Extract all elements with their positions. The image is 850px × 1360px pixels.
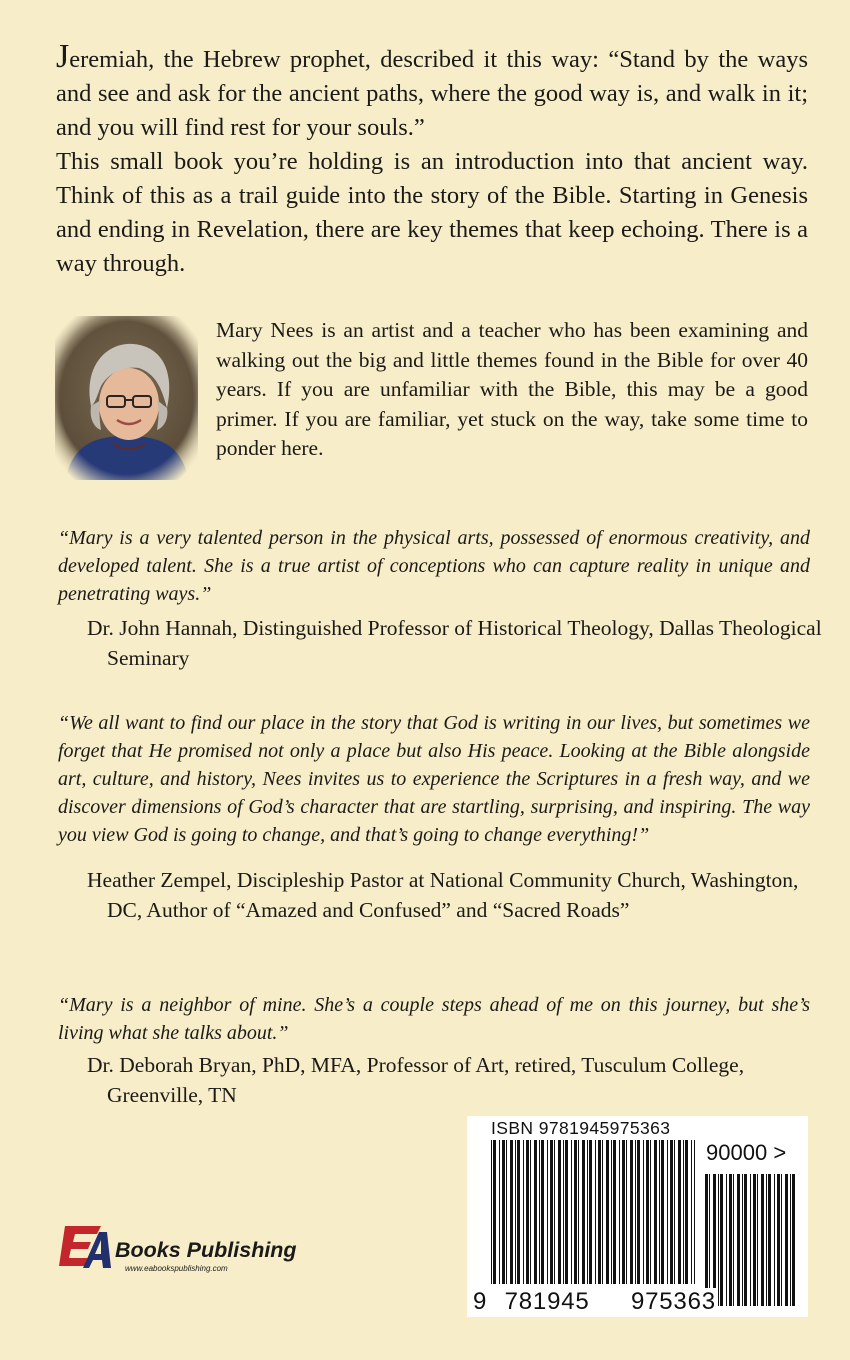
barcode-bar: [691, 1140, 692, 1284]
endorsement-quote-3: “Mary is a neighbor of mine. She’s a couple steps ahead of me on this journey, but she’s living what she talks about.”: [58, 994, 810, 1044]
barcode-bar: [571, 1140, 572, 1284]
barcode-digit-first: 9: [473, 1288, 488, 1315]
publisher-url: www.eabookspublishing.com: [125, 1264, 228, 1273]
barcode-bar: [726, 1174, 727, 1306]
barcode-bar: [526, 1140, 529, 1284]
barcode-bar: [502, 1140, 505, 1284]
barcode-bar: [750, 1174, 751, 1306]
barcode-digit-group-1: 781945: [504, 1288, 590, 1315]
barcode-bar: [785, 1174, 788, 1306]
barcode-bar: [558, 1140, 561, 1284]
barcode-bar: [499, 1140, 500, 1284]
endorsement-quote-2: “We all want to find our place in the story that God is writing in our lives, but sometimes we forget that He promised not only a place but also His peace. Looking at the Bible alongside art, culture, and history, Nees invites us to experience the Scriptures in a fresh way, and we discover dimensions of God’s character that are startling, surprising, and inspiring. The way you view God is going to change, and that’s going to change everything!”: [58, 712, 810, 846]
barcode-bar: [598, 1140, 601, 1284]
barcode-bar: [766, 1174, 767, 1306]
barcode-bar: [737, 1174, 740, 1306]
endorsement-quote-1: “Mary is a very talented person in the physical arts, possessed of enormous creativity, and developed talent. She is a true artist of conceptions who can capture reality in unique and penetrating ways.”: [58, 527, 810, 605]
intro-text: [56, 40, 808, 281]
barcode-bar: [781, 1174, 782, 1306]
barcode-bar: [643, 1140, 644, 1284]
barcode-bar: [650, 1140, 651, 1284]
barcode-bar: [523, 1140, 524, 1284]
publisher-logo: [59, 1222, 319, 1282]
barcode-bar: [506, 1140, 507, 1284]
barcode-bar: [792, 1174, 795, 1306]
isbn-barcode: [467, 1116, 808, 1317]
author-photo: [55, 316, 198, 480]
barcode-bar: [685, 1140, 688, 1284]
author-section: [55, 316, 808, 482]
isbn-label: ISBN 9781945975363: [491, 1118, 671, 1138]
barcode-bar: [626, 1140, 627, 1284]
barcode-bar: [718, 1174, 719, 1306]
barcode-bar: [774, 1174, 775, 1306]
barcode-bar: [637, 1140, 640, 1284]
barcode-bar: [674, 1140, 675, 1284]
barcode-bar: [753, 1174, 756, 1306]
barcode-bar: [705, 1174, 708, 1306]
author-bio: Mary Nees is an artist and a teacher who has been examining and walking out the big and little themes found in the Bible for over 40 years. If you are unfamiliar with the Bible, this may be a good primer. If you are familiar, yet stuck on the way, take some time to ponder here.: [216, 318, 808, 460]
barcode-bar: [683, 1140, 684, 1284]
barcode-bar: [554, 1140, 555, 1284]
barcode-bar: [661, 1140, 664, 1284]
barcode-bar: [635, 1140, 636, 1284]
barcode-bar: [619, 1140, 620, 1284]
intro-paragraph-1: Jeremiah, the Hebrew prophet, described it this way: “Stand by the ways and see and ask for the ancient paths, where the good way is, and walk in it; and you will find rest for your souls.”: [56, 38, 808, 141]
barcode-bar: [589, 1140, 592, 1284]
barcode-bar: [659, 1140, 660, 1284]
barcode-bar: [790, 1174, 791, 1306]
barcode-bar: [733, 1174, 734, 1306]
barcode-bar: [630, 1140, 633, 1284]
barcode-bar: [720, 1174, 723, 1306]
drop-cap: J: [56, 38, 70, 75]
barcode-bar: [694, 1140, 695, 1284]
barcode-bar: [678, 1140, 681, 1284]
barcode-bar: [667, 1140, 668, 1284]
barcode-bar: [587, 1140, 588, 1284]
barcode-bar: [493, 1140, 496, 1284]
barcode-bar: [510, 1140, 513, 1284]
barcode-bar: [654, 1140, 657, 1284]
barcode-bar: [530, 1140, 531, 1284]
barcode-bar: [550, 1140, 553, 1284]
publisher-name: Books Publishing: [115, 1238, 297, 1262]
barcode-bar: [777, 1174, 780, 1306]
barcode-bar: [606, 1140, 609, 1284]
barcode-bar: [534, 1140, 537, 1284]
intro-paragraph-2: This small book you’re holding is an introduction into that ancient way. Think of this as a trail guide into the story of the Bible. Starting in Genesis and ending in Revelation, there are key themes that keep echoing. There is a way through.: [56, 148, 808, 277]
barcode-bar: [622, 1140, 625, 1284]
barcode-bar: [517, 1140, 520, 1284]
barcode-bar: [578, 1140, 579, 1284]
barcode-bar: [768, 1174, 771, 1306]
barcode-bar: [595, 1140, 596, 1284]
barcode-bar: [757, 1174, 758, 1306]
barcode-bar: [491, 1140, 492, 1284]
barcode-bar: [744, 1174, 747, 1306]
barcode-bar: [602, 1140, 603, 1284]
barcode-digit-group-2: 975363: [630, 1288, 716, 1315]
endorsement-attribution-1: Dr. John Hannah, Distinguished Professor of Historical Theology, Dallas Theological Seminary: [87, 616, 822, 670]
barcode-digits: [473, 1288, 803, 1316]
barcode-bar: [541, 1140, 544, 1284]
barcode-bar: [574, 1140, 577, 1284]
barcode-bar: [709, 1174, 710, 1306]
barcode-bar: [539, 1140, 540, 1284]
barcode-bar: [670, 1140, 673, 1284]
barcode-bar: [547, 1140, 548, 1284]
endorsement-attribution-3: Dr. Deborah Bryan, PhD, MFA, Professor of Art, retired, Tusculum College, Greenville, TN: [87, 1053, 745, 1107]
price-code: 90000 >: [706, 1140, 787, 1165]
barcode-bar: [646, 1140, 649, 1284]
barcode-bar: [613, 1140, 616, 1284]
ea-logo-icon: [59, 1222, 119, 1270]
barcode-bar: [515, 1140, 516, 1284]
barcode-bar: [742, 1174, 743, 1306]
barcode-bar: [611, 1140, 612, 1284]
barcode-bar: [565, 1140, 568, 1284]
endorsement-attribution-2: Heather Zempel, Discipleship Pastor at National Community Church, Washington, DC, Author of “Amazed and Confused” and “Sacred Roads”: [87, 868, 799, 922]
barcode-bar: [729, 1174, 732, 1306]
barcode-bar: [582, 1140, 585, 1284]
barcode-bar: [761, 1174, 764, 1306]
barcode-bar: [563, 1140, 564, 1284]
barcode-bar: [713, 1174, 716, 1306]
